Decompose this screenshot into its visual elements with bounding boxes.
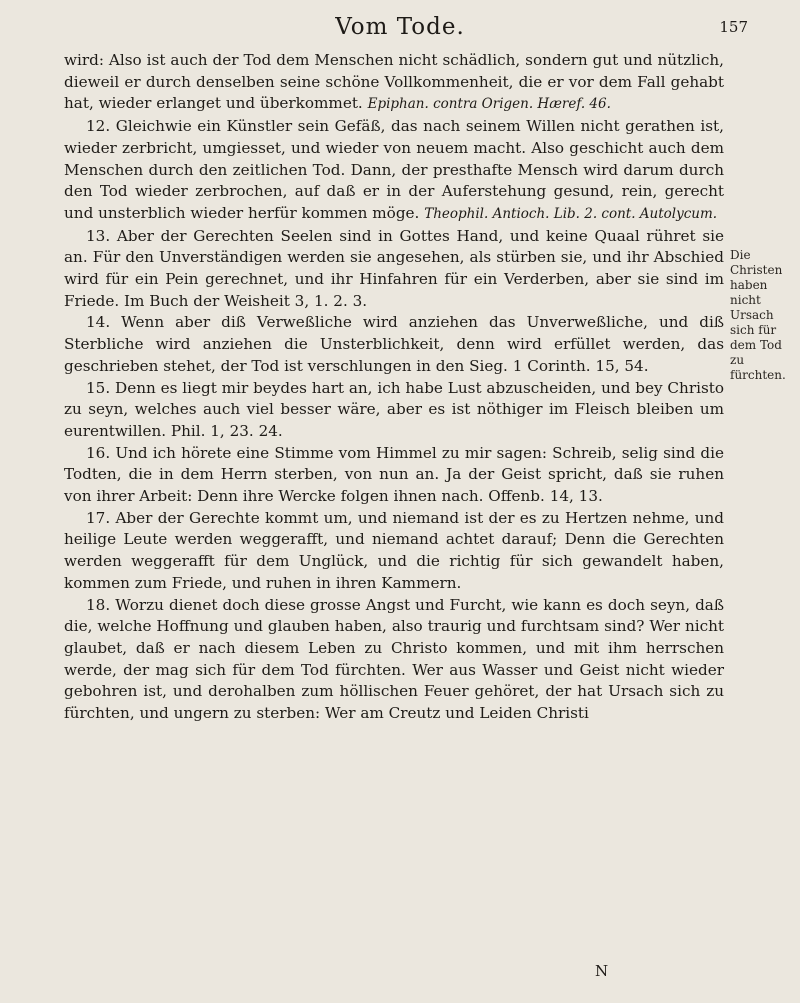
paragraph: 13. Aber der Gerechten Seelen sind in Gottes Hand, und keine Quaal rühret sie an. Für den Unverständigen werden sie angesehen, als stürben sie, und ihr Abschied wird für ein Pein gerechnet, und ihr Hinfahren für ein Verderben, aber sie sind im Friede. Im Buch der Weisheit 3, 1. 2. 3. <box>64 226 724 310</box>
paragraph: wird: Also ist auch der Tod dem Menschen nicht schädlich, sondern gut und nützlich, dieweil er durch denselben seine schöne Vollkommenheit, die er vor dem Fall gehabt hat, wieder erlanget und überkommet. Epiphan. contra Origen. Hæref. 46. <box>64 51 724 113</box>
paragraph: 15. Denn es liegt mir beydes hart an, ich habe Lust abzuscheiden, und bey Christo zu seyn, welches auch viel besser wäre, aber es ist nöthiger im Fleisch bleiben um eurentwillen. Phil. 1, 23. 24. <box>64 378 724 440</box>
page-header <box>0 14 800 48</box>
signature-mark: N <box>595 962 609 980</box>
paragraph: 14. Wenn aber diß Verweßliche wird anziehen das Unverweßliche, und diß Sterbliche wird anziehen die Unsterblichkeit, denn wird erfüllet werden, das geschrieben stehet, der Tod ist verschlungen in den Sieg. 1 Corinth. 15, 54. <box>64 313 724 375</box>
citation: Theophil. Antioch. Lib. 2. cont. Autolycum. <box>424 205 718 222</box>
citation: Epiphan. contra Origen. Hæref. 46. <box>367 96 611 113</box>
margin-note: Die Christen haben nicht Ursach sich für dem Tod zu fürchten. <box>730 248 786 382</box>
running-title: Vom Tode. <box>335 14 465 40</box>
paragraph: 12. Gleichwie ein Künstler sein Gefäß, das nach seinem Willen nicht gerathen ist, wieder zerbricht, umgiesset, und wieder von neuem macht. Also geschicht auch dem Menschen durch den zeitlichen Tod. Dann, der presthafte Mensch wird darum durch den Tod wieder zerbrochen, auf daß er in der Auferstehung gesund, rein, gerecht und unsterblich wieder herfür kommen möge. Theophil. Antioch. Lib. 2. cont. Autolycum. <box>64 117 724 222</box>
paragraph: 17. Aber der Gerechte kommt um, und niemand ist der es zu Hertzen nehme, und heilige Leute werden weggerafft, und niemand achtet darauf; Denn die Gerechten werden weggerafft für dem Unglück, und die richtig für sich gewandelt haben, kommen zum Friede, und ruhen in ihren Kammern. <box>64 508 724 592</box>
body-text <box>64 50 724 725</box>
paragraph: 18. Worzu dienet doch diese grosse Angst und Furcht, wie kann es doch seyn, daß die, welche Hoffnung und glauben haben, also traurig und furchtsam sind? Wer nicht glaubet, daß er nach diesem Leben zu Christo kommen, und mit ihm herrschen werde, der mag sich für dem Tod fürchten. Wer aus Wasser und Geist nicht wieder gebohren ist, und derohalben zum höllischen Feuer gehöret, der hat Ursach sich zu fürchten, und ungern zu sterben: Wer am Creutz und Leiden Christi <box>64 595 724 723</box>
page-number: 157 <box>719 18 748 36</box>
paragraph: 16. Und ich hörete eine Stimme vom Himmel zu mir sagen: Schreib, selig sind die Todten, die in dem Herrn sterben, von nun an. Ja der Geist spricht, daß sie ruhen von ihrer Arbeit: Denn ihre Wercke folgen ihnen nach. Offenb. 14, 13. <box>64 443 724 506</box>
